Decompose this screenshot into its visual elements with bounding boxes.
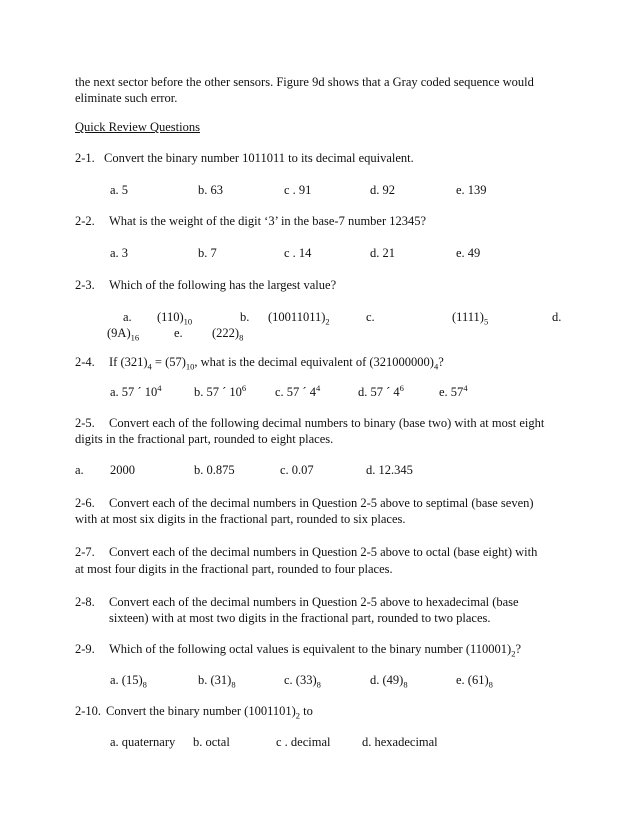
question-number: 2-2.	[75, 214, 95, 228]
option-c: c . 91	[284, 183, 312, 197]
option-a: a. 3	[110, 246, 129, 260]
option-c-label: c.	[366, 310, 375, 324]
option-a: a. quaternary	[110, 735, 176, 749]
question-text-line-2: sixteen) with at most two digits in the fractional part, rounded to two places.	[109, 611, 491, 625]
question-text: Which of the following has the largest value?	[109, 278, 337, 292]
question-text: Convert the binary number 1011011 to its decimal equivalent.	[104, 151, 414, 165]
option-c: c. $(33)_8$	[284, 673, 321, 690]
option-a-label: a.	[123, 310, 132, 324]
question-text-line-1: Convert each of the following decimal numbers to binary (base two) with at most eight	[109, 416, 545, 430]
option-e-label: e.	[174, 326, 183, 340]
option-c: c . 14	[284, 246, 312, 260]
question-text: Convert the binary number $(1001101)_2$ to	[106, 704, 313, 721]
option-a-value: 2000	[110, 463, 135, 477]
question-text: What is the weight of the digit ‘3’ in the base-7 number 12345?	[109, 214, 427, 228]
section-title: Quick Review Questions	[75, 120, 200, 134]
question-number: 2-10.	[75, 704, 102, 718]
option-d: d. $(49)_8$	[370, 673, 408, 690]
option-e: e. 139	[456, 183, 487, 197]
option-b: b. 63	[198, 183, 223, 197]
option-a: a. $(15)_8$	[110, 673, 147, 690]
intro-line-2: eliminate such error.	[75, 91, 178, 105]
question-text-line-2: at most four digits in the fractional part, rounded to four places.	[75, 562, 393, 576]
question-text: If $(321)_4 = (57)_{10}$, what is the decimal equivalent of $(321000000)_4$?	[109, 355, 444, 372]
option-b: b. 0.875	[194, 463, 235, 477]
option-d: d. 21	[370, 246, 395, 260]
question-number: 2-6.	[75, 496, 95, 510]
question-text-line-1: Convert each of the decimal numbers in Question 2-5 above to octal (base eight) with	[109, 545, 538, 559]
option-a-value: $(110)_{10}$	[157, 310, 193, 327]
question-text-line-1: Convert each of the decimal numbers in Question 2-5 above to septimal (base seven)	[109, 496, 534, 510]
option-d: d. 57 ´ $4^6$	[358, 382, 404, 399]
option-a: a. 57 ´ $10^4$	[110, 382, 162, 399]
question-number: 2-4.	[75, 355, 95, 369]
question-number: 2-8.	[75, 595, 95, 609]
question-text-line-2: digits in the fractional part, rounded to eight places.	[75, 432, 334, 446]
option-b: b. $(31)_8$	[198, 673, 236, 690]
question-text-line-1: Convert each of the decimal numbers in Question 2-5 above to hexadecimal (base	[109, 595, 519, 609]
question-number: 2-7.	[75, 545, 95, 559]
option-c-value: $(1111)_5$	[452, 310, 489, 327]
option-c: c. 0.07	[280, 463, 314, 477]
option-e: e. $57^4$	[439, 382, 468, 399]
option-d-value: $(9A)_{16}$	[107, 326, 140, 343]
option-b-value: $(10011011)_2$	[268, 310, 330, 327]
option-a: a. 5	[110, 183, 129, 197]
option-c: c . decimal	[276, 735, 331, 749]
option-b: b. 57 ´ $10^6$	[194, 382, 247, 399]
option-e: e. 49	[456, 246, 481, 260]
option-a-label: a.	[75, 463, 84, 477]
question-number: 2-3.	[75, 278, 95, 292]
option-e-value: $(222)_8$	[212, 326, 244, 343]
option-c: c. 57 ´ $4^4$	[275, 382, 321, 399]
question-number: 2-5.	[75, 416, 95, 430]
option-b-label: b.	[240, 310, 250, 324]
question-text: Which of the following octal values is equivalent to the binary number $(110001)_2$?	[109, 642, 522, 659]
question-text-line-2: with at most six digits in the fractional part, rounded to six places.	[75, 512, 406, 526]
option-e: e. $(61)_8$	[456, 673, 493, 690]
question-number: 2-9.	[75, 642, 95, 656]
option-d: d. 92	[370, 183, 395, 197]
option-b: b. 7	[198, 246, 217, 260]
option-d-label: d.	[552, 310, 562, 324]
option-d: d. 12.345	[366, 463, 413, 477]
intro-line-1: the next sector before the other sensors. Figure 9d shows that a Gray coded sequence would	[75, 75, 534, 89]
question-number: 2-1.	[75, 151, 95, 165]
option-d: d. hexadecimal	[362, 735, 438, 749]
option-b: b. octal	[193, 735, 230, 749]
